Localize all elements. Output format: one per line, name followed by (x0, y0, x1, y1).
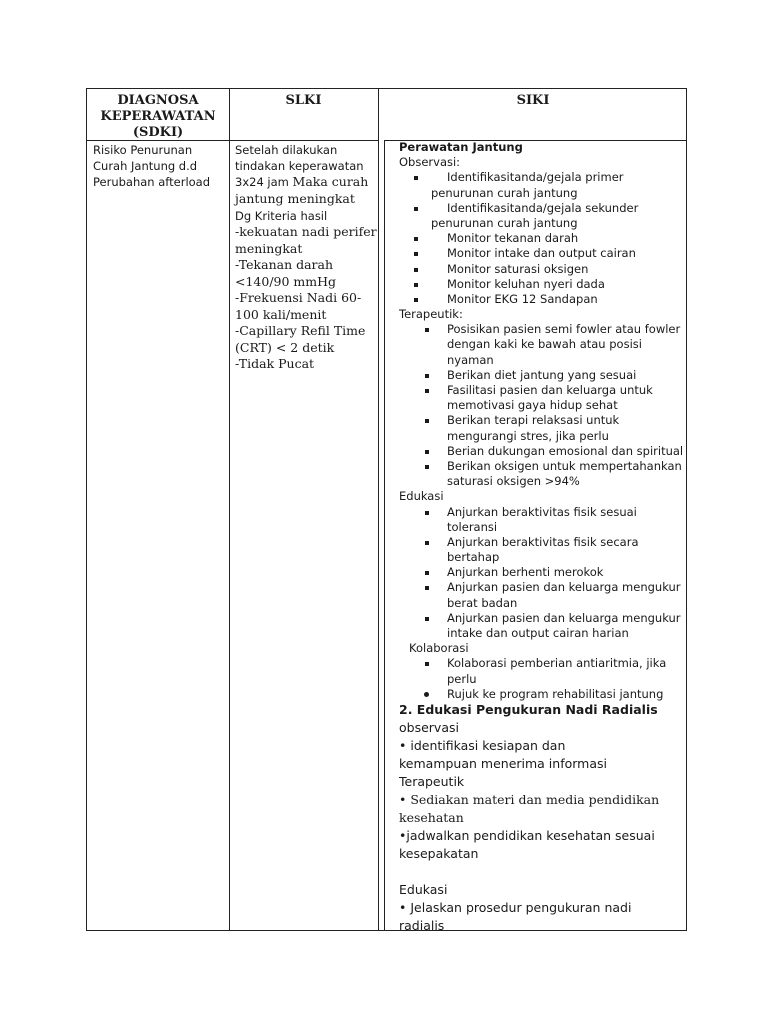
list-item (399, 459, 685, 474)
header-sdki (87, 93, 229, 141)
list-item-cont (399, 337, 685, 352)
slki-criteria-list (235, 224, 377, 373)
slki-criteria-line: <140/90 mmHg (235, 273, 337, 289)
square-bullet-icon (414, 252, 418, 256)
header-sdki-line: DIAGNOSA (117, 93, 199, 108)
list-item-cont (399, 398, 685, 413)
square-bullet-icon (414, 268, 418, 272)
list-item-text: berat badan (447, 595, 518, 610)
slki-cell (235, 142, 377, 373)
square-bullet-icon (425, 586, 429, 590)
s2-terapeutik-line: • Sediakan materi dan media pendidikan (399, 791, 660, 807)
slki-line: Setelah dilakukan (235, 143, 338, 157)
list-item-text: Monitor EKG 12 Sandapan (447, 291, 598, 306)
list-item-cont (399, 672, 685, 687)
list-item-cont (399, 596, 685, 611)
list-item-cont (399, 520, 685, 535)
list-item-text: Monitor tekanan darah (447, 231, 579, 246)
list-item-text: perlu (447, 671, 477, 686)
list-item (399, 201, 685, 216)
header-sdki-line: KEPERAWATAN (100, 109, 216, 124)
list-item (399, 656, 685, 671)
slki-line: tindakan keperawatan (235, 159, 364, 173)
list-item (399, 277, 685, 292)
square-bullet-icon (425, 617, 429, 621)
list-item-cont (399, 474, 685, 489)
terapeutik-label: Terapeutik: (399, 307, 463, 322)
s2-terapeutik-line: kesehatan (399, 809, 464, 825)
slki-line: jantung meningkat (235, 191, 355, 206)
s2-observasi-label: observasi (399, 719, 459, 735)
list-item-text: dengan kaki ke bawah atau posisi (447, 337, 642, 352)
list-item (399, 444, 685, 459)
round-bullet-icon (424, 692, 429, 697)
kolaborasi-label (399, 641, 685, 656)
siki-cell (399, 140, 685, 936)
square-bullet-icon (425, 662, 429, 666)
list-item (399, 687, 685, 702)
siki-title: Perawatan Jantung (399, 140, 523, 154)
slki-criteria-line: 100 kali/menit (235, 306, 327, 322)
list-item-text: saturasi oksigen >94% (447, 474, 580, 489)
square-bullet-icon (425, 374, 429, 378)
square-bullet-icon (425, 419, 429, 423)
s2-edukasi-line: radialis (399, 917, 445, 933)
square-bullet-icon (414, 298, 418, 302)
square-bullet-icon (414, 176, 418, 180)
square-bullet-icon (425, 511, 429, 515)
list-item-cont (399, 353, 685, 368)
square-bullet-icon (414, 207, 418, 211)
s2-terapeutik-line: kesepakatan (399, 845, 479, 861)
list-item-text: Monitor keluhan nyeri dada (447, 276, 605, 291)
list-item-text: memotivasi gaya hidup sehat (447, 398, 618, 413)
header-slki: SLKI (285, 93, 322, 108)
s2-terapeutik-line: •jadwalkan pendidikan kesehatan sesuai (399, 827, 655, 843)
list-item (399, 535, 685, 550)
list-item (399, 565, 685, 580)
list-item (399, 368, 685, 383)
square-bullet-icon (425, 450, 429, 454)
list-item (399, 580, 685, 595)
slki-criteria-line: -Frekuensi Nadi 60- (235, 290, 362, 305)
list-item-text: Fasilitasi pasien dan keluarga untuk (447, 383, 653, 397)
list-item (399, 292, 685, 307)
slki-criteria-line: -kekuatan nadi perifer (235, 224, 377, 239)
list-item-text: Anjurkan pasien dan keluarga mengukur (447, 580, 681, 595)
slki-criteria-line: (CRT) < 2 detik (235, 339, 335, 355)
square-bullet-icon (425, 571, 429, 575)
edukasi-label: Edukasi (399, 489, 444, 504)
sdki-line: Perubahan afterload (93, 175, 211, 189)
list-item-text: Posisikan pasien semi fowler atau fowler (447, 322, 681, 337)
slki-criteria-line: -Tekanan darah (235, 257, 334, 272)
list-item-text: Monitor saturasi oksigen (447, 261, 589, 276)
list-item-text: nyaman (447, 352, 494, 367)
list-item-text: toleransi (447, 519, 498, 534)
list-item-cont (399, 550, 685, 565)
square-bullet-icon (425, 328, 429, 332)
list-item-cont (399, 626, 685, 641)
list-item (399, 322, 685, 337)
list-item-cont (399, 429, 685, 444)
observasi-label: Observasi: (399, 155, 461, 170)
list-item-text: Anjurkan pasien dan keluarga mengukur (447, 610, 681, 625)
square-bullet-icon (425, 541, 429, 545)
list-item (399, 170, 685, 185)
column-divider-3 (384, 140, 385, 930)
slki-criteria-line: meningkat (235, 240, 303, 256)
s2-observasi-line: • identifikasi kesiapan dan (399, 737, 566, 753)
list-item-text: penurunan curah jantung (431, 215, 578, 230)
list-item (399, 505, 685, 520)
list-item-text: Berikan diet jantung yang sesuai (447, 367, 637, 382)
square-bullet-icon (414, 237, 418, 241)
list-item-text: Berikan oksigen untuk mempertahankan (447, 458, 682, 473)
list-item-text: Anjurkan berhenti merokok (447, 565, 604, 580)
slki-duration: 3x24 jam (235, 175, 289, 189)
list-item-text: intake dan output cairan harian (447, 626, 629, 640)
section2-title: 2. Edukasi Pengukuran Nadi Radialis (399, 701, 658, 717)
sdki-cell (93, 142, 210, 190)
s2-edukasi-label: Edukasi (399, 881, 448, 897)
square-bullet-icon (425, 389, 429, 393)
square-bullet-icon (414, 283, 418, 287)
sdki-line: Risiko Penurunan (93, 143, 193, 157)
list-item-text: Anjurkan beraktivitas fisik sesuai (447, 504, 637, 519)
list-item (399, 383, 685, 398)
list-item-text: penurunan curah jantung (431, 185, 578, 200)
list-item-text: Identifikasitanda/gejala primer (447, 170, 624, 185)
header-siki: SIKI (516, 93, 550, 108)
slki-criteria-line: -Tidak Pucat (235, 356, 315, 371)
list-item-text: Kolaborasi pemberian antiaritmia, jika (447, 656, 667, 671)
column-divider-2 (378, 89, 379, 930)
list-item-text: Anjurkan beraktivitas fisik secara (447, 534, 639, 549)
slki-outcome-text: Maka curah (292, 174, 369, 189)
list-item (399, 231, 685, 246)
column-divider-1 (229, 89, 230, 930)
square-bullet-icon (425, 465, 429, 469)
header-sdki-line: (SDKI) (132, 125, 184, 140)
list-item-text: mengurangi stres, jika perlu (447, 428, 609, 443)
list-item (399, 611, 685, 626)
list-item-text: Monitor intake dan output cairan (447, 246, 636, 261)
s2-edukasi-line: • Jelaskan prosedur pengukuran nadi (399, 899, 632, 915)
list-item-text: Rujuk ke program rehabilitasi jantung (447, 686, 664, 701)
list-item-text: Identifikasitanda/gejala sekunder (447, 200, 639, 215)
sdki-line: Curah Jantung d.d (93, 159, 198, 173)
list-item (399, 413, 685, 428)
kolaborasi-label-text: Kolaborasi (409, 641, 469, 656)
s2-observasi-line: kemampuan menerima informasi (399, 755, 607, 771)
list-item-text: Berikan terapi relaksasi untuk (447, 413, 620, 428)
s2-terapeutik-label: Terapeutik (399, 773, 465, 789)
blank-line (399, 864, 685, 882)
slki-criteria-label: Dg Kriteria hasil (235, 209, 328, 223)
list-item-text: Berian dukungan emosional dan spiritual (447, 443, 684, 458)
list-item-cont (399, 216, 685, 231)
list-item-cont (399, 186, 685, 201)
list-item-text: bertahap (447, 550, 500, 565)
slki-criteria-line: -Capillary Refil Time (235, 323, 366, 338)
list-item (399, 262, 685, 277)
slki-line (235, 174, 377, 191)
list-item (399, 246, 685, 261)
